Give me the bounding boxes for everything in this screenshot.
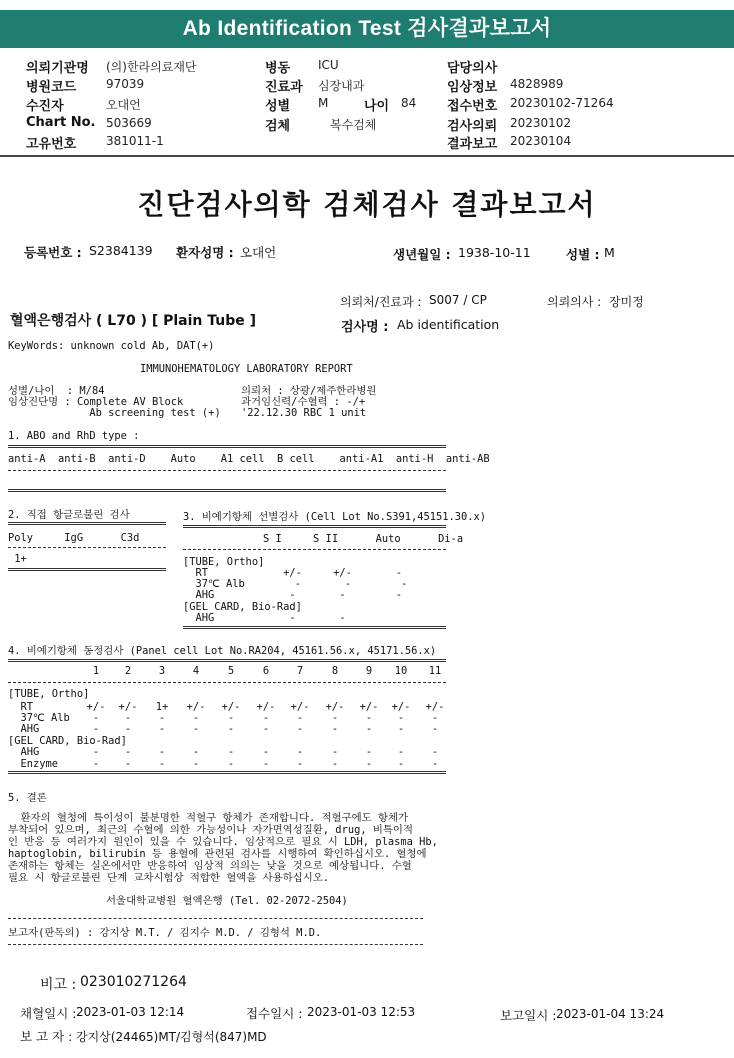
header-value: 20230104 bbox=[510, 134, 572, 148]
dat-title: 2. 직접 항글로불린 검사 bbox=[8, 509, 130, 521]
keywords: KeyWords: unknown cold Ab, DAT(+) bbox=[8, 340, 215, 352]
panel-cell: - bbox=[262, 746, 270, 758]
info-left-3: Ab screening test (+) bbox=[8, 407, 221, 419]
header-value: 심장내과 bbox=[318, 79, 365, 93]
reg-label: 등록번호 : bbox=[24, 245, 82, 260]
header-label: 나이 bbox=[364, 99, 390, 114]
header-label: 담당의사 bbox=[447, 61, 498, 76]
conclusion-line: 필요 시 항글로불린 단계 교차시험상 적합한 혈액을 사용하십시오. bbox=[8, 872, 330, 884]
panel-cell: +/- bbox=[118, 701, 138, 713]
conclusion-line: 인 반응 등 여러가지 원인이 있을 수 있습니다. 임상적으로 필요 시 LDH, plasma Hb, bbox=[8, 836, 438, 848]
panel-column-header: 3 bbox=[158, 665, 166, 677]
report-banner-title: Ab Identification Test 검사결과보고서 bbox=[0, 10, 734, 48]
sex-value: M bbox=[604, 245, 615, 260]
test-label: 검사명 : bbox=[341, 320, 389, 335]
panel-column-header: 9 bbox=[365, 665, 373, 677]
panel-cell: - bbox=[124, 746, 132, 758]
divider bbox=[8, 944, 423, 945]
panel-cell: - bbox=[365, 712, 373, 724]
panel-column-header: 2 bbox=[124, 665, 132, 677]
panel-cell: - bbox=[192, 758, 200, 770]
header-divider bbox=[0, 155, 734, 157]
header-value: (의)한라의료재단 bbox=[106, 60, 197, 74]
dat-value: 1+ bbox=[8, 553, 27, 565]
panel-cell: - bbox=[158, 758, 166, 770]
panel-cell: +/- bbox=[391, 701, 411, 713]
header-label: 검사의뢰 bbox=[447, 119, 498, 134]
panel-column-header: 10 bbox=[394, 665, 408, 677]
info-right-3: '22.12.30 RBC 1 unit bbox=[241, 407, 367, 419]
panel-cell: +/- bbox=[221, 701, 241, 713]
panel-cell: - bbox=[365, 746, 373, 758]
panel-cell: +/- bbox=[290, 701, 310, 713]
conclusion-line: haptoglobin, bilirubin 등 용혈에 관련된 검사를 시행하여 확인하십시오. 혈청에 bbox=[8, 848, 427, 860]
screen-title: 3. 비예기항체 선별검사 (Cell Lot No.S391,45151.30.x) bbox=[183, 511, 487, 523]
header-label: 병원코드 bbox=[26, 80, 77, 95]
header-label: Chart No. bbox=[26, 115, 96, 130]
header-label: 고유번호 bbox=[26, 137, 77, 152]
dat-header: Poly IgG C3d bbox=[8, 532, 140, 544]
panel-column-header: 1 bbox=[92, 665, 100, 677]
panel-row-label: [GEL CARD, Bio-Rad] bbox=[8, 735, 127, 747]
header-value: ICU bbox=[318, 58, 339, 72]
panel-row-label: 37℃ Alb bbox=[8, 712, 70, 724]
dob-label: 생년월일 : bbox=[393, 247, 451, 262]
dept-label: 의뢰처/진료과 : bbox=[340, 295, 422, 309]
conclusion-line: 존재하는 항체는 실온에서만 반응하여 임상적 의의는 낮을 것으로 예상됩니다. 수혈 bbox=[8, 860, 412, 872]
divider bbox=[8, 522, 166, 525]
header-label: 병동 bbox=[265, 61, 291, 76]
panel-row-label: RT bbox=[8, 701, 34, 713]
header-label: 진료과 bbox=[265, 80, 303, 95]
panel-row-label: AHG bbox=[8, 746, 40, 758]
divider bbox=[183, 549, 446, 550]
header-value: 503669 bbox=[106, 116, 152, 130]
collect-value: 2023-01-03 12:14 bbox=[76, 1005, 185, 1019]
panel-cell: - bbox=[296, 758, 304, 770]
section-title: 혈액은행검사 ( L70 ) [ Plain Tube ] bbox=[10, 313, 257, 329]
panel-cell: - bbox=[262, 723, 270, 735]
panel-cell: - bbox=[92, 723, 100, 735]
panel-cell: - bbox=[431, 712, 439, 724]
panel-row-label: Enzyme bbox=[8, 758, 59, 770]
conclusion-line: 부착되어 있으며, 최근의 수혈에 의한 가능성이나 자가면역성질환, drug, 비특이적 bbox=[8, 824, 413, 836]
panel-title: 4. 비예기항체 동정검사 (Panel cell Lot No.RA204, 45161.56.x, 45171.56.x) bbox=[8, 645, 437, 657]
panel-cell: - bbox=[158, 746, 166, 758]
header-label: 임상정보 bbox=[447, 80, 498, 95]
panel-cell: - bbox=[124, 712, 132, 724]
panel-cell: 1+ bbox=[155, 701, 169, 713]
panel-column-header: 4 bbox=[192, 665, 200, 677]
panel-row-label: AHG bbox=[8, 723, 40, 735]
abo-title: 1. ABO and RhD type : bbox=[8, 430, 140, 442]
panel-cell: - bbox=[296, 712, 304, 724]
panel-column-header: 5 bbox=[227, 665, 235, 677]
lab-title: IMMUNOHEMATOLOGY LABORATORY REPORT bbox=[140, 363, 353, 375]
panel-cell: - bbox=[227, 712, 235, 724]
divider bbox=[8, 771, 446, 774]
reporter-label: 보 고 자 : bbox=[20, 1029, 73, 1044]
note-label: 비고 : bbox=[40, 977, 77, 993]
info-left-1: 성별/나이 : M/84 bbox=[8, 385, 105, 397]
header-value: 오대언 bbox=[106, 98, 141, 112]
page-title: 진단검사의학 검체검사 결과보고서 bbox=[137, 188, 597, 221]
conclusion-title: 5. 결론 bbox=[8, 792, 47, 804]
divider bbox=[183, 525, 446, 528]
divider bbox=[183, 626, 446, 629]
panel-cell: +/- bbox=[186, 701, 206, 713]
panel-cell: - bbox=[296, 723, 304, 735]
header-label: 수진자 bbox=[26, 99, 64, 114]
conclusion-line: 환자의 혈청에 특이성이 불분명한 적혈구 항체가 존재합니다. 적혈구에도 항체가 bbox=[8, 812, 409, 824]
panel-cell: +/- bbox=[325, 701, 345, 713]
panel-cell: - bbox=[331, 746, 339, 758]
panel-cell: - bbox=[331, 712, 339, 724]
doctor-label: 의뢰의사 : bbox=[547, 295, 602, 309]
screen-row: 37℃ Alb - - - bbox=[183, 578, 408, 590]
sex-label: 성별 : bbox=[566, 247, 600, 262]
receive-label: 접수일시 : bbox=[246, 1006, 303, 1021]
reporter-line: 보고자(판독의) : 강지상 M.T. / 김지수 M.D. / 김형석 M.D. bbox=[8, 927, 322, 939]
report-value: 2023-01-04 13:24 bbox=[556, 1007, 665, 1021]
panel-cell: - bbox=[397, 712, 405, 724]
reg-value: S2384139 bbox=[89, 243, 153, 258]
panel-cell: - bbox=[431, 746, 439, 758]
panel-column-header: 6 bbox=[262, 665, 270, 677]
panel-cell: - bbox=[192, 712, 200, 724]
header-label: 접수번호 bbox=[447, 99, 498, 114]
panel-cell: +/- bbox=[86, 701, 106, 713]
blood-bank-contact: 서울대학교병원 혈액은행 (Tel. 02-2072-2504) bbox=[106, 895, 348, 907]
header-value: 84 bbox=[401, 96, 417, 110]
collect-label: 채혈일시 : bbox=[20, 1006, 77, 1021]
divider bbox=[8, 568, 166, 571]
panel-cell: - bbox=[227, 723, 235, 735]
divider bbox=[8, 445, 446, 448]
test-value: Ab identification bbox=[397, 317, 500, 332]
divider bbox=[8, 547, 166, 548]
screen-row: RT +/- +/- - bbox=[183, 567, 402, 579]
screen-row: [GEL CARD, Bio-Rad] bbox=[183, 601, 302, 613]
header-label: 성별 bbox=[265, 99, 291, 114]
panel-column-header: 7 bbox=[296, 665, 304, 677]
panel-cell: - bbox=[365, 723, 373, 735]
divider bbox=[8, 489, 446, 492]
receive-value: 2023-01-03 12:53 bbox=[307, 1005, 416, 1019]
panel-cell: - bbox=[158, 712, 166, 724]
header-label: 검체 bbox=[265, 119, 291, 134]
header-value: M bbox=[318, 96, 329, 110]
panel-cell: - bbox=[92, 758, 100, 770]
info-right-2: 과거임신력/수혈력 : -/+ bbox=[241, 396, 366, 408]
note-value: 023010271264 bbox=[80, 974, 187, 990]
panel-cell: - bbox=[192, 746, 200, 758]
panel-cell: +/- bbox=[256, 701, 276, 713]
panel-row-label: [TUBE, Ortho] bbox=[8, 688, 90, 700]
dob-value: 1938-10-11 bbox=[458, 245, 531, 260]
header-value: 복수검체 bbox=[330, 118, 377, 132]
divider bbox=[8, 470, 446, 471]
screen-row: [TUBE, Ortho] bbox=[183, 556, 265, 568]
panel-cell: - bbox=[365, 758, 373, 770]
screen-row: AHG - - bbox=[183, 612, 346, 624]
divider bbox=[8, 918, 423, 919]
panel-column-header: 8 bbox=[331, 665, 339, 677]
screen-row: AHG - - - bbox=[183, 589, 402, 601]
dept-value: S007 / CP bbox=[429, 293, 487, 307]
abo-header: anti-A anti-B anti-D Auto A1 cell B cell anti-A1 anti-H anti-AB bbox=[8, 453, 490, 465]
panel-cell: - bbox=[331, 723, 339, 735]
panel-cell: - bbox=[227, 758, 235, 770]
panel-cell: - bbox=[397, 723, 405, 735]
screen-header: S I S II Auto Di-a bbox=[263, 533, 464, 545]
panel-cell: - bbox=[92, 712, 100, 724]
panel-cell: +/- bbox=[359, 701, 379, 713]
divider bbox=[8, 682, 446, 683]
panel-cell: - bbox=[331, 758, 339, 770]
panel-cell: - bbox=[397, 758, 405, 770]
header-value: 20230102 bbox=[510, 116, 572, 130]
info-right-1: 의뢰처 : 상광/제주한라병원 bbox=[241, 385, 377, 397]
panel-cell: - bbox=[92, 746, 100, 758]
panel-cell: - bbox=[158, 723, 166, 735]
panel-cell: - bbox=[227, 746, 235, 758]
panel-cell: - bbox=[296, 746, 304, 758]
panel-cell: - bbox=[192, 723, 200, 735]
panel-cell: - bbox=[431, 723, 439, 735]
panel-cell: - bbox=[431, 758, 439, 770]
report-label: 보고일시 : bbox=[500, 1008, 557, 1023]
panel-cell: - bbox=[124, 723, 132, 735]
panel-cell: - bbox=[262, 758, 270, 770]
divider bbox=[8, 659, 446, 662]
panel-cell: +/- bbox=[425, 701, 445, 713]
panel-column-header: 11 bbox=[428, 665, 442, 677]
header-value: 4828989 bbox=[510, 77, 564, 91]
info-left-2: 임상진단명 : Complete AV Block bbox=[8, 396, 184, 408]
doctor-value: 장미정 bbox=[609, 295, 644, 309]
header-value: 20230102-71264 bbox=[510, 96, 614, 110]
panel-cell: - bbox=[397, 746, 405, 758]
header-value: 381011-1 bbox=[106, 134, 164, 148]
panel-cell: - bbox=[262, 712, 270, 724]
header-label: 결과보고 bbox=[447, 137, 498, 152]
header-value: 97039 bbox=[106, 77, 145, 91]
panel-cell: - bbox=[124, 758, 132, 770]
patient-value: 오대언 bbox=[240, 245, 277, 260]
header-label: 의뢰기관명 bbox=[26, 61, 89, 76]
reporter-value: 강지상(24465)MT/김형석(847)MD bbox=[76, 1030, 267, 1044]
patient-label: 환자성명 : bbox=[176, 245, 234, 260]
